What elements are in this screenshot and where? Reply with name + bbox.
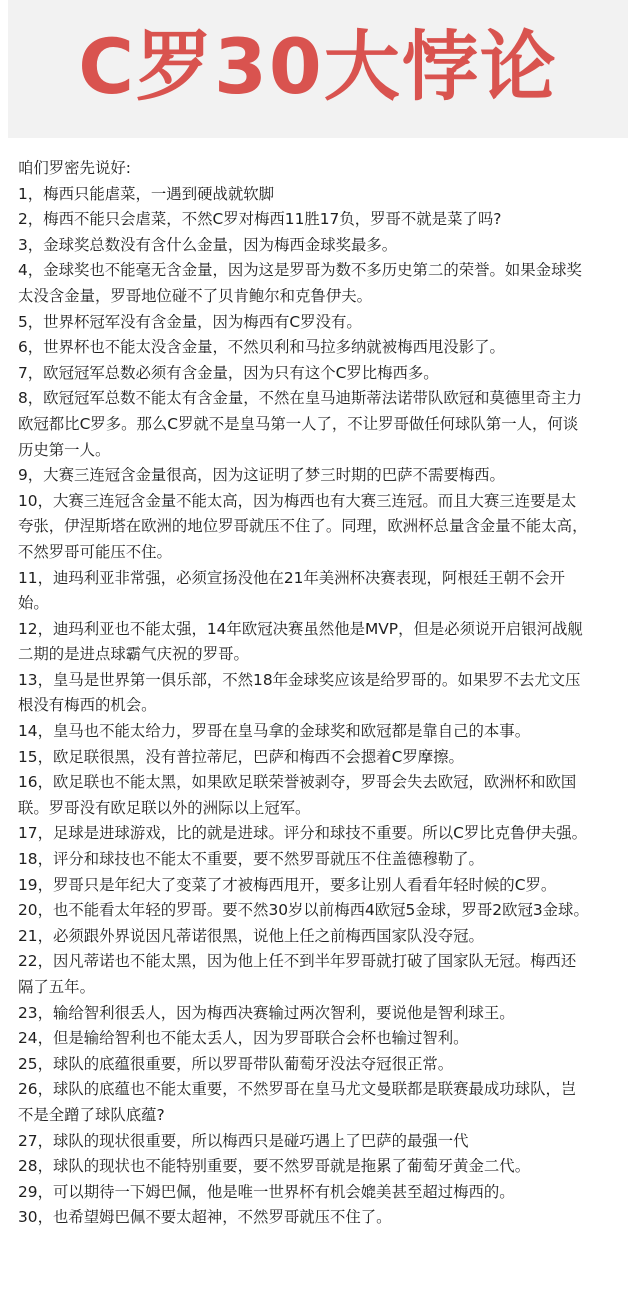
text-line: 8，欧冠冠军总数不能太有含金量，不然在皇马迪斯蒂法诺带队欧冠和莫德里奇主力 (18, 389, 582, 408)
text-line: 5，世界杯冠军没有含金量，因为梅西有C罗没有。 (18, 312, 362, 331)
text-line: 30，也希望姆巴佩不要太超神，不然罗哥就压不住了。 (18, 1208, 392, 1227)
text-line: 19，罗哥只是年纪大了变菜了才被梅西甩开，要多让别人看看年轻时候的C罗。 (18, 875, 557, 894)
text-line: 21，必须跟外界说因凡蒂诺很黑，说他上任之前梅西国家队没夺冠。 (18, 926, 484, 945)
text-line: 9，大赛三连冠含金量很高，因为这证明了梦三时期的巴萨不需要梅西。 (18, 466, 505, 485)
text-line: 16，欧足联也不能太黑，如果欧足联荣誉被剥夺，罗哥会失去欧冠，欧洲杯和欧国 (18, 773, 577, 792)
text-line: 18，评分和球技也不能太不重要，要不然罗哥就压不住盖德穆勒了。 (18, 850, 484, 869)
text-line: 28，球队的现状也不能特别重要，要不然罗哥就是拖累了葡萄牙黄金二代。 (18, 1157, 531, 1176)
text-line: 20，也不能看太年轻的罗哥。要不然30岁以前梅西4欧冠5金球，罗哥2欧冠3金球。 (18, 901, 589, 920)
text-line: 22，因凡蒂诺也不能太黑，因为他上任不到半年罗哥就打破了国家队无冠。梅西还 (18, 952, 577, 971)
text-line: 25，球队的底蕴很重要，所以罗哥带队葡萄牙没法夺冠很正常。 (18, 1054, 454, 1073)
text-line: 12，迪玛利亚也不能太强，14年欧冠决赛虽然他是MVP，但是必须说开启银河战舰 (18, 619, 583, 638)
text-line: 不是全蹭了球队底蕴? (18, 1105, 165, 1124)
text-line: 隔了五年。 (18, 978, 95, 996)
title-banner (8, 0, 628, 138)
text-line: 欧冠都比C罗多。那么C罗就不是皇马第一人了，不让罗哥做任何球队第一人，何谈 (18, 414, 579, 433)
text-line: 14，皇马也不能太给力，罗哥在皇马拿的金球奖和欧冠都是靠自己的本事。 (18, 722, 531, 741)
text-line: 咱们罗密先说好: (18, 159, 131, 177)
text-line: 24，但是输给智利也不能太丢人，因为罗哥联合会杯也输过智利。 (18, 1029, 469, 1048)
text-line: 3，金球奖总数没有含什么金量，因为梅西金球奖最多。 (18, 235, 398, 254)
text-line: 二期的是进点球霸气庆祝的罗哥。 (18, 645, 249, 664)
text-line: 不然罗哥可能压不住。 (18, 542, 172, 561)
text-line: 联。罗哥没有欧足联以外的洲际以上冠军。 (18, 798, 311, 817)
text-line: 7，欧冠冠军总数必须有含金量，因为只有这个C罗比梅西多。 (18, 363, 439, 382)
text-line: 1，梅西只能虐菜，一遇到硬战就软脚 (18, 184, 275, 203)
text-line: 4，金球奖也不能毫无含金量，因为这是罗哥为数不多历史第二的荣誉。如果金球奖 (18, 261, 582, 280)
text-line: 夸张，伊涅斯塔在欧洲的地位罗哥就压不住了。同理，欧洲杯总量含金量不能太高， (18, 517, 588, 536)
text-line: 29，可以期待一下姆巴佩，他是唯一世界杯有机会媲美甚至超过梅西的。 (18, 1182, 515, 1201)
text-line: 太没含金量，罗哥地位碰不了贝肯鲍尔和克鲁伊夫。 (18, 286, 372, 305)
text-line: 11，迪玛利亚非常强，必须宣扬没他在21年美洲杯决赛表现，阿根廷王朝不会开 (18, 568, 566, 587)
text-line: 15，欧足联很黑，没有普拉蒂尼，巴萨和梅西不会摁着C罗摩擦。 (18, 747, 464, 766)
text-line: 始。 (18, 594, 49, 613)
text-line: 历史第一人。 (18, 440, 111, 459)
text-line: 10，大赛三连冠含金量不能太高，因为梅西也有大赛三连冠。而且大赛三连要是太 (18, 491, 577, 510)
text-line: 根没有梅西的机会。 (18, 696, 157, 715)
text-line: 23，输给智利很丢人，因为梅西决赛输过两次智利，要说他是智利球王。 (18, 1003, 515, 1022)
text-line: 27，球队的现状很重要，所以梅西只是碰巧遇上了巴萨的最强一代 (18, 1131, 469, 1150)
page-title: C罗30大悖论 (78, 22, 558, 111)
text-line: 13，皇马是世界第一俱乐部，不然18年金球奖应该是给罗哥的。如果罗不去尤文压 (18, 670, 581, 689)
text-line: 17，足球是进球游戏，比的就是进球。评分和球技不重要。所以C罗比克鲁伊夫强。 (18, 824, 588, 843)
text-line: 26，球队的底蕴也不能太重要，不然罗哥在皇马尤文曼联都是联赛最成功球队，岂 (18, 1080, 577, 1099)
article-body (18, 156, 630, 1231)
text-line: 2，梅西不能只会虐菜，不然C罗对梅西11胜17负，罗哥不就是菜了吗? (18, 210, 502, 229)
text-line: 6，世界杯也不能太没含金量，不然贝利和马拉多纳就被梅西甩没影了。 (18, 338, 505, 357)
